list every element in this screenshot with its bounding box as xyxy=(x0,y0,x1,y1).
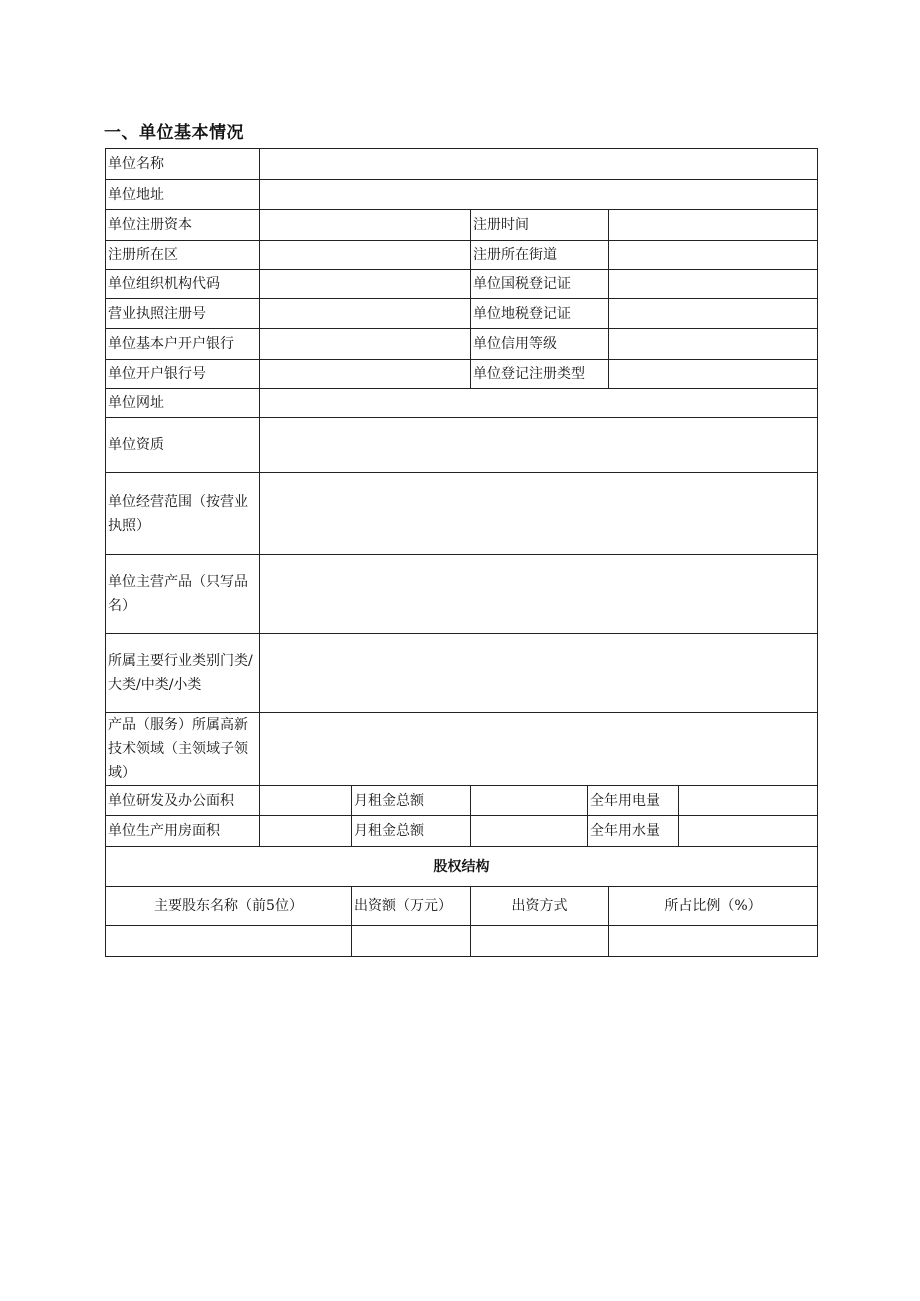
unit-info-table xyxy=(105,148,818,957)
row-rd-office-area xyxy=(106,786,818,816)
registered-district-field[interactable] xyxy=(260,241,471,270)
registration-type-field[interactable] xyxy=(609,360,818,389)
main-products-label: 单位主营产品（只写品名） xyxy=(106,555,260,634)
national-tax-cert-label: 单位国税登记证 xyxy=(471,270,609,299)
registered-street-field[interactable] xyxy=(609,241,818,270)
credit-rating-label: 单位信用等级 xyxy=(471,329,609,360)
equity-header-row xyxy=(106,887,818,926)
row-business-license xyxy=(106,299,818,329)
equity-col-share-ratio: 所占比例（%） xyxy=(609,887,818,926)
row-website xyxy=(106,389,818,418)
row-production-area xyxy=(106,816,818,847)
row-business-scope xyxy=(106,473,818,555)
unit-address-label: 单位地址 xyxy=(106,180,260,210)
registered-capital-field[interactable] xyxy=(260,210,471,241)
row-bank-account-no xyxy=(106,360,818,389)
org-code-field[interactable] xyxy=(260,270,471,299)
org-code-label: 单位组织机构代码 xyxy=(106,270,260,299)
qualifications-label: 单位资质 xyxy=(106,418,260,473)
equity-col-contribution-method: 出资方式 xyxy=(471,887,609,926)
registered-capital-label: 单位注册资本 xyxy=(106,210,260,241)
qualifications-field[interactable] xyxy=(260,418,818,473)
row-unit-name xyxy=(106,149,818,180)
annual-electricity-field[interactable] xyxy=(679,786,818,816)
equity-heading: 股权结构 xyxy=(106,847,818,887)
rent-total-1-label: 月租金总额 xyxy=(352,786,471,816)
equity-share-ratio-cell[interactable] xyxy=(609,926,818,957)
row-qualifications xyxy=(106,418,818,473)
basic-account-bank-field[interactable] xyxy=(260,329,471,360)
basic-account-bank-label: 单位基本户开户银行 xyxy=(106,329,260,360)
rd-office-area-label: 单位研发及办公面积 xyxy=(106,786,260,816)
row-equity-heading xyxy=(106,847,818,887)
rd-office-area-field[interactable] xyxy=(260,786,352,816)
registration-time-label: 注册时间 xyxy=(471,210,609,241)
hightech-field-field[interactable] xyxy=(260,713,818,786)
business-license-field[interactable] xyxy=(260,299,471,329)
registration-type-label: 单位登记注册类型 xyxy=(471,360,609,389)
unit-address-field[interactable] xyxy=(260,180,818,210)
row-registered-district xyxy=(106,241,818,270)
production-area-label: 单位生产用房面积 xyxy=(106,816,260,847)
row-registered-capital xyxy=(106,210,818,241)
website-field[interactable] xyxy=(260,389,818,418)
registered-street-label: 注册所在街道 xyxy=(471,241,609,270)
row-org-code xyxy=(106,270,818,299)
industry-category-field[interactable] xyxy=(260,634,818,713)
annual-water-label: 全年用水量 xyxy=(588,816,679,847)
row-main-products xyxy=(106,555,818,634)
equity-capital-amount-cell[interactable] xyxy=(352,926,471,957)
row-industry-category xyxy=(106,634,818,713)
website-label: 单位网址 xyxy=(106,389,260,418)
business-license-label: 营业执照注册号 xyxy=(106,299,260,329)
equity-data-row xyxy=(106,926,818,957)
equity-col-shareholder-name: 主要股东名称（前5位） xyxy=(106,887,352,926)
row-unit-address xyxy=(106,180,818,210)
row-hightech-field xyxy=(106,713,818,786)
registered-district-label: 注册所在区 xyxy=(106,241,260,270)
rent-total-1-field[interactable] xyxy=(471,786,588,816)
business-scope-field[interactable] xyxy=(260,473,818,555)
section-title: 一、单位基本情况 xyxy=(104,123,244,143)
equity-contribution-method-cell[interactable] xyxy=(471,926,609,957)
production-area-field[interactable] xyxy=(260,816,352,847)
bank-account-no-label: 单位开户银行号 xyxy=(106,360,260,389)
industry-category-label: 所属主要行业类别门类/大类/中类/小类 xyxy=(106,634,260,713)
bank-account-no-field[interactable] xyxy=(260,360,471,389)
annual-water-field[interactable] xyxy=(679,816,818,847)
local-tax-cert-label: 单位地税登记证 xyxy=(471,299,609,329)
annual-electricity-label: 全年用电量 xyxy=(588,786,679,816)
equity-shareholder-name-cell[interactable] xyxy=(106,926,352,957)
equity-col-capital-amount: 出资额（万元） xyxy=(352,887,471,926)
registration-time-field[interactable] xyxy=(609,210,818,241)
unit-name-label: 单位名称 xyxy=(106,149,260,180)
national-tax-cert-field[interactable] xyxy=(609,270,818,299)
credit-rating-field[interactable] xyxy=(609,329,818,360)
unit-name-field[interactable] xyxy=(260,149,818,180)
row-basic-account-bank xyxy=(106,329,818,360)
main-products-field[interactable] xyxy=(260,555,818,634)
rent-total-2-field[interactable] xyxy=(471,816,588,847)
local-tax-cert-field[interactable] xyxy=(609,299,818,329)
rent-total-2-label: 月租金总额 xyxy=(352,816,471,847)
hightech-field-label: 产品（服务）所属高新技术领域（主领域子领域） xyxy=(106,713,260,786)
business-scope-label: 单位经营范围（按营业执照） xyxy=(106,473,260,555)
